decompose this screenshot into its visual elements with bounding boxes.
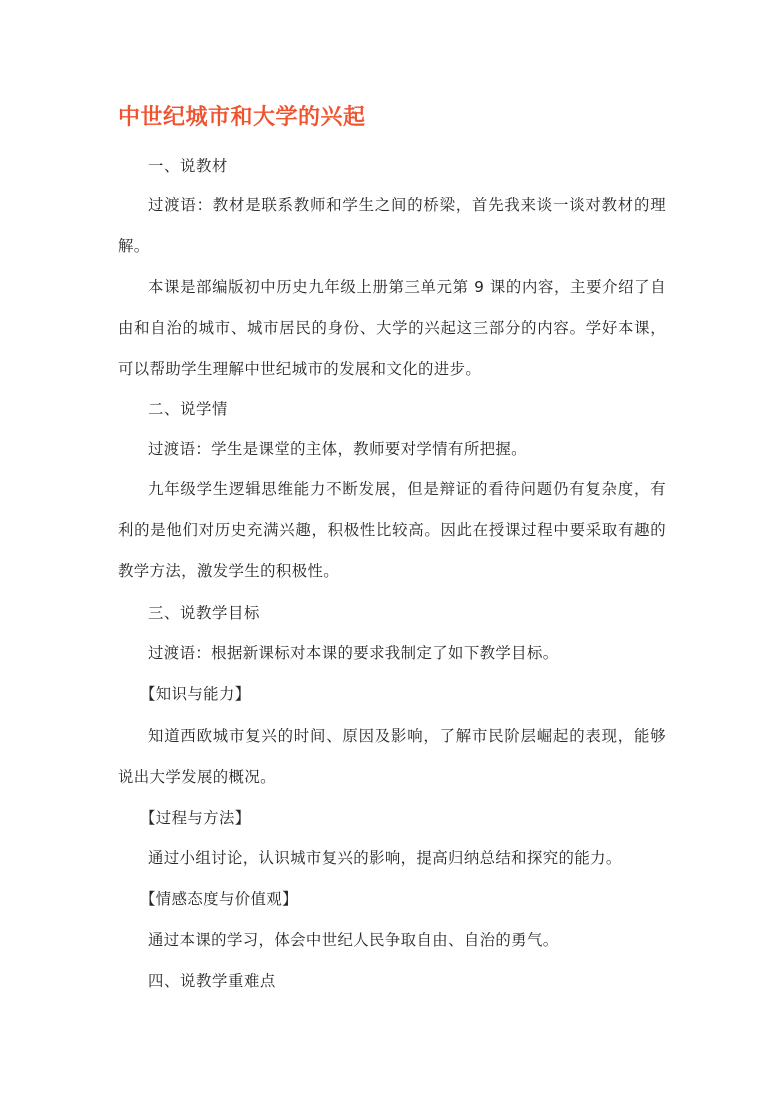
section-heading-students: 二、说学情 [148,400,228,418]
section-heading-key-points: 四、说教学重难点 [148,972,276,990]
paragraph-values: 通过本课的学习，体会中世纪人民争取自由、自治的勇气。 [148,931,559,949]
objective-heading-knowledge: 【知识与能力】 [140,685,251,703]
paragraph-textbook-content: 本课是部编版初中历史九年级上册第三单元第 9 课的内容，主要介绍了自由和自治的城市、城市居民的身份、大学的兴起这三部分的内容。学好本课，可以帮助学生理解中世纪城市的发展和文化的进步。 [118,278,666,378]
paragraph-students-transition: 过渡语：学生是课堂的主体，教师要对学情有所把握。 [148,440,527,458]
objective-heading-values: 【情感态度与价值观】 [140,890,298,908]
paragraph-objectives-transition: 过渡语：根据新课标对本课的要求我制定了如下教学目标。 [148,644,559,662]
document-title: 中世纪城市和大学的兴起 [118,105,366,130]
section-heading-objectives: 三、说教学目标 [148,604,260,622]
section-heading-textbook: 一、说教材 [148,157,228,175]
paragraph-students-content: 九年级学生逻辑思维能力不断发展，但是辩证的看待问题仍有复杂度，有利的是他们对历史充满兴趣，积极性比较高。因此在授课过程中要采取有趣的教学方法，激发学生的积极性。 [118,480,666,580]
paragraph-textbook-transition: 过渡语：教材是联系教师和学生之间的桥梁，首先我来谈一谈对教材的理解。 [118,196,666,255]
paragraph-knowledge: 知道西欧城市复兴的时间、原因及影响，了解市民阶层崛起的表现，能够说出大学发展的概况。 [118,727,666,786]
objective-heading-process: 【过程与方法】 [140,809,251,827]
paragraph-process: 通过小组讨论，认识城市复兴的影响，提高归纳总结和探究的能力。 [148,849,622,867]
